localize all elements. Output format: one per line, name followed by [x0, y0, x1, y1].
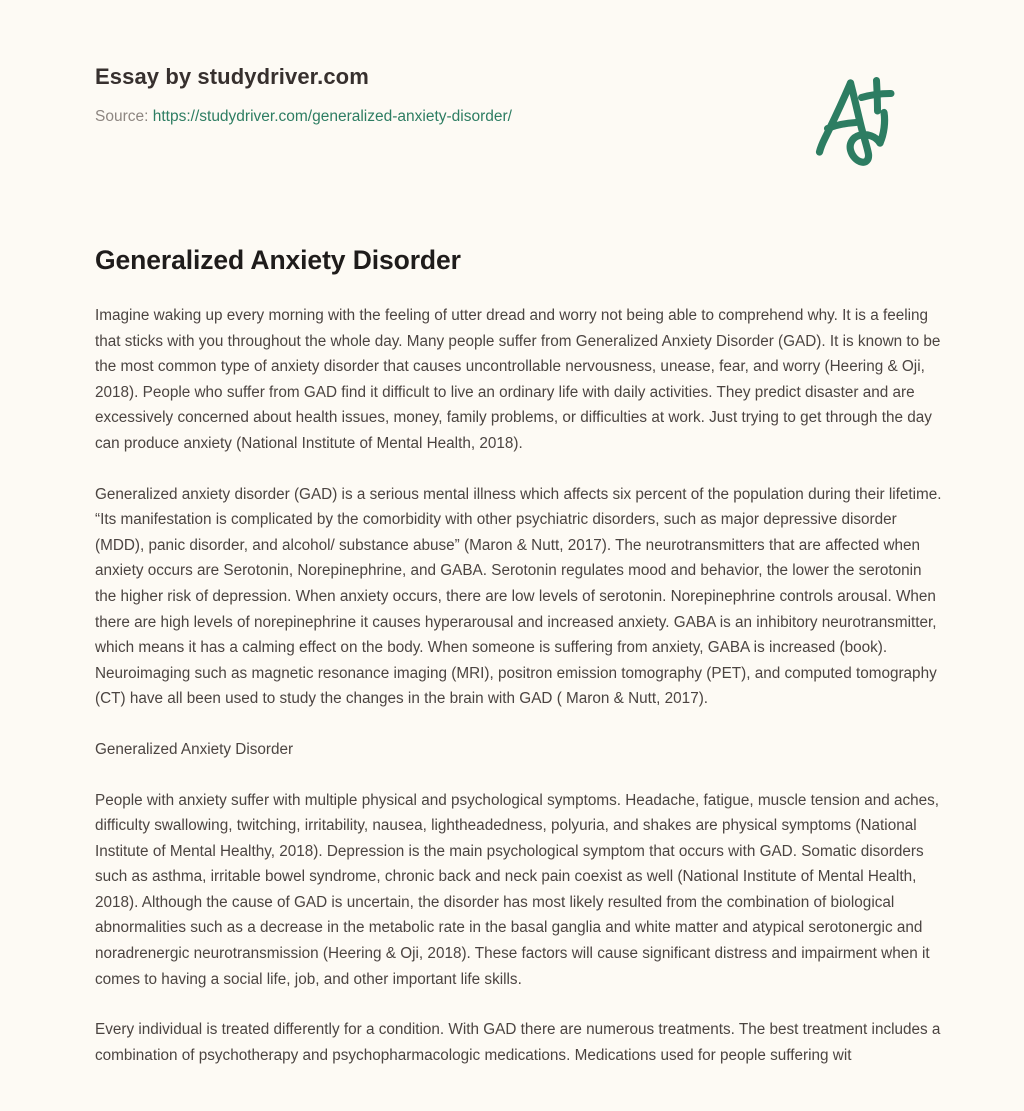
a-plus-icon [810, 70, 910, 170]
studydriver-a-plus-logo[interactable] [810, 70, 910, 170]
paragraph: Generalized Anxiety Disorder [95, 740, 294, 758]
paragraph: Every individual is treated differently for a condition. With GAD there are numerous treatments. The best treatment includes a combination of psychotherapy and psychopharmacologic medications. Medications used for people suffering wit [95, 1021, 941, 1064]
source-label: Source: [95, 108, 149, 125]
brand-title: Essay by studydriver.com [95, 64, 369, 89]
article-paragraphs [95, 303, 947, 1068]
paragraph: Imagine waking up every morning with the feeling of utter dread and worry not being able to comprehend why. It is a feeling that sticks with you throughout the whole day. Many people suffer from Generalized Anxiety Disorder (GAD). It is known to be the most common type of anxiety disorder that causes uncontrollable nervousness, unease, fear, and worry (Heering & Oji, 2018). People who suffer from GAD find it difficult to live an ordinary life with daily activities. They predict disaster and are excessively concerned about health issues, money, family problems, or difficulties at work. Just trying to get through the day can produce anxiety (National Institute of Mental Health, 2018). [95, 307, 941, 452]
source-url-link[interactable]: https://studydriver.com/generalized-anxiety-disorder/ [152, 108, 512, 125]
page-title: Generalized Anxiety Disorder [95, 245, 461, 275]
paragraph: People with anxiety suffer with multiple physical and psychological symptoms. Headache, fatigue, muscle tension and aches, difficulty swallowing, twitching, irritability, nausea, lightheadedness, polyuria, and shakes are physical symptoms (National Institute of Mental Healthy, 2018). Depression is the main psychological symptom that occurs with GAD. Somatic disorders such as asthma, irritable bowel syndrome, chronic back and neck pain coexist as well (National Institute of Mental Health, 2018). Although the cause of GAD is uncertain, the disorder has most likely resulted from the combination of biological abnormalities such as a decrease in the metabolic rate in the basal ganglia and white matter and atypical serotonergic and noradrenergic neurotransmission (Heering & Oji, 2018). These factors will cause significant distress and impairment when it comes to having a social life, job, and other important life skills. [95, 791, 940, 988]
paragraph: Generalized anxiety disorder (GAD) is a serious mental illness which affects six percent of the population during their lifetime. “Its manifestation is complicated by the comorbidity with other psychiatric disorders, such as major depressive disorder (MDD), panic disorder, and alcohol/ substance abuse” (Maron & Nutt, 2017). The neurotransmitters that are affected when anxiety occurs are Serotonin, Norepinephrine, and GABA. Serotonin regulates mood and behavior, the lower the serotonin the higher risk of depression. When anxiety occurs, there are low levels of serotonin. Norepinephrine controls arousal. When there are high levels of norepinephrine it causes hyperarousal and increased anxiety. GABA is an inhibitory neurotransmitter, which means it has a calming effect on the body. When someone is suffering from anxiety, GABA is increased (book). Neuroimaging such as magnetic resonance imaging (MRI), positron emission tomography (PET), and computed tomography (CT) have all been used to study the changes in the brain with GAD ( Maron & Nutt, 2017). [95, 485, 942, 708]
article-body [95, 243, 947, 1068]
